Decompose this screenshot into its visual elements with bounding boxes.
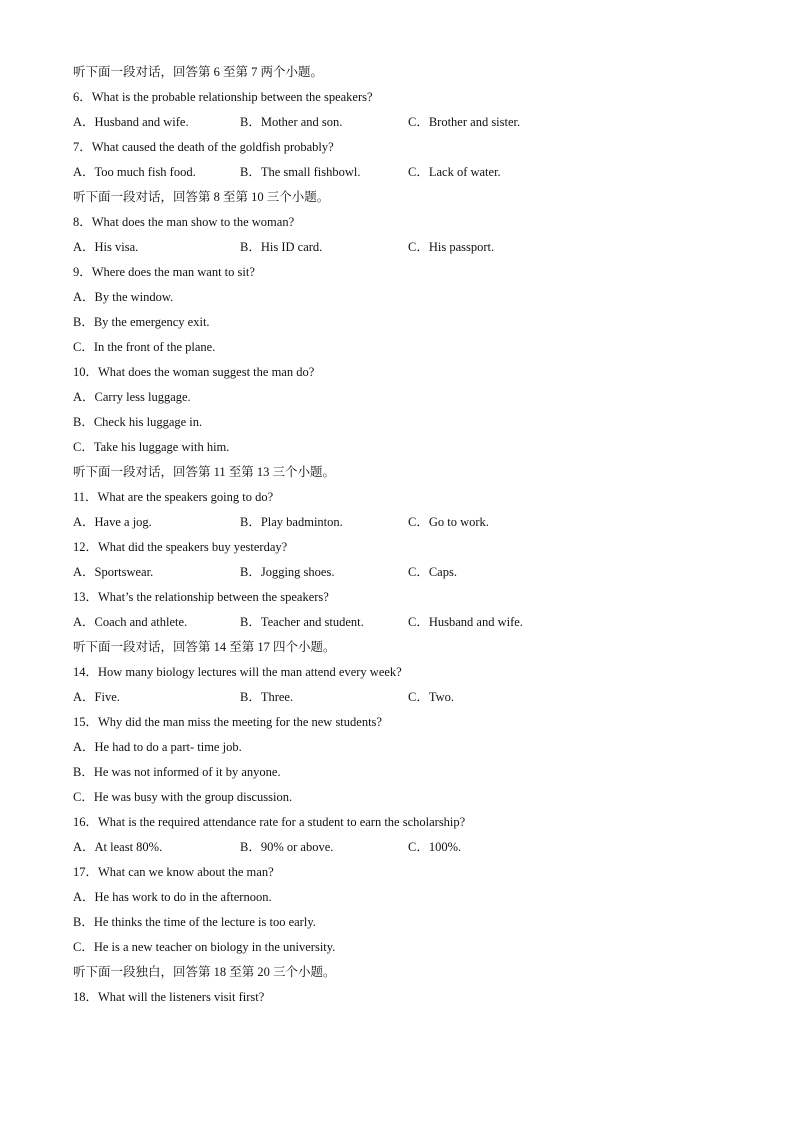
question-text: 17．What can we know about the man? xyxy=(73,865,274,879)
option-a: A．His visa. xyxy=(73,240,139,254)
option-a: A．Husband and wife. xyxy=(73,115,189,129)
option-c: C．Lack of water. xyxy=(408,165,501,179)
option-a: A．Too much fish food. xyxy=(73,165,196,179)
question-text: 16．What is the required attendance rate for a student to earn the scholarship? xyxy=(73,815,466,829)
option-c: C．Husband and wife. xyxy=(408,615,523,629)
option-line: A．By the window. xyxy=(73,290,174,304)
question-text: 8．What does the man show to the woman? xyxy=(73,215,295,229)
option-line: B．He thinks the time of the lecture is too early. xyxy=(73,915,316,929)
option-b: B．Mother and son. xyxy=(240,115,343,129)
section-instruction: 听下面一段对话，回答第 14 至第 17 四个小题。 xyxy=(73,640,336,654)
section-instruction: 听下面一段对话，回答第 6 至第 7 两个小题。 xyxy=(73,65,324,79)
option-c: C．100%. xyxy=(408,840,462,854)
option-c: C．Two. xyxy=(408,690,455,704)
option-line: B．By the emergency exit. xyxy=(73,315,210,329)
option-a: A．Sportswear. xyxy=(73,565,154,579)
section-instruction: 听下面一段对话，回答第 8 至第 10 三个小题。 xyxy=(73,190,330,204)
option-line: C．He is a new teacher on biology in the university. xyxy=(73,940,336,954)
option-b: B．The small fishbowl. xyxy=(240,165,361,179)
option-line: B．He was not informed of it by anyone. xyxy=(73,765,281,779)
option-line: A．He had to do a part- time job. xyxy=(73,740,242,754)
option-line: C．He was busy with the group discussion. xyxy=(73,790,293,804)
option-b: B．Three. xyxy=(240,690,294,704)
option-c: C．His passport. xyxy=(408,240,495,254)
question-text: 7．What caused the death of the goldfish probably? xyxy=(73,140,334,154)
option-b: B．Play badminton. xyxy=(240,515,343,529)
question-text: 11．What are the speakers going to do? xyxy=(73,490,274,504)
option-line: A．Carry less luggage. xyxy=(73,390,191,404)
question-text: 15．Why did the man miss the meeting for the new students? xyxy=(73,715,382,729)
option-a: A．At least 80%. xyxy=(73,840,163,854)
option-line: B．Check his luggage in. xyxy=(73,415,203,429)
option-c: C．Brother and sister. xyxy=(408,115,521,129)
option-b: B．90% or above. xyxy=(240,840,334,854)
option-line: C．Take his luggage with him. xyxy=(73,440,230,454)
question-text: 10．What does the woman suggest the man do? xyxy=(73,365,315,379)
question-text: 6．What is the probable relationship between the speakers? xyxy=(73,90,373,104)
option-b: B．Jogging shoes. xyxy=(240,565,335,579)
option-line: A．He has work to do in the afternoon. xyxy=(73,890,272,904)
option-c: C．Go to work. xyxy=(408,515,489,529)
option-line: C．In the front of the plane. xyxy=(73,340,216,354)
option-a: A．Five. xyxy=(73,690,120,704)
question-text: 13．What’s the relationship between the speakers? xyxy=(73,590,329,604)
section-instruction: 听下面一段对话，回答第 11 至第 13 三个小题。 xyxy=(73,465,336,479)
option-a: A．Coach and athlete. xyxy=(73,615,188,629)
option-c: C．Caps. xyxy=(408,565,457,579)
question-text: 12．What did the speakers buy yesterday? xyxy=(73,540,288,554)
option-b: B．His ID card. xyxy=(240,240,323,254)
question-text: 18．What will the listeners visit first? xyxy=(73,990,265,1004)
question-text: 14．How many biology lectures will the man attend every week? xyxy=(73,665,402,679)
option-b: B．Teacher and student. xyxy=(240,615,364,629)
option-a: A．Have a jog. xyxy=(73,515,152,529)
section-instruction: 听下面一段独白，回答第 18 至第 20 三个小题。 xyxy=(73,965,336,979)
question-text: 9．Where does the man want to sit? xyxy=(73,265,255,279)
